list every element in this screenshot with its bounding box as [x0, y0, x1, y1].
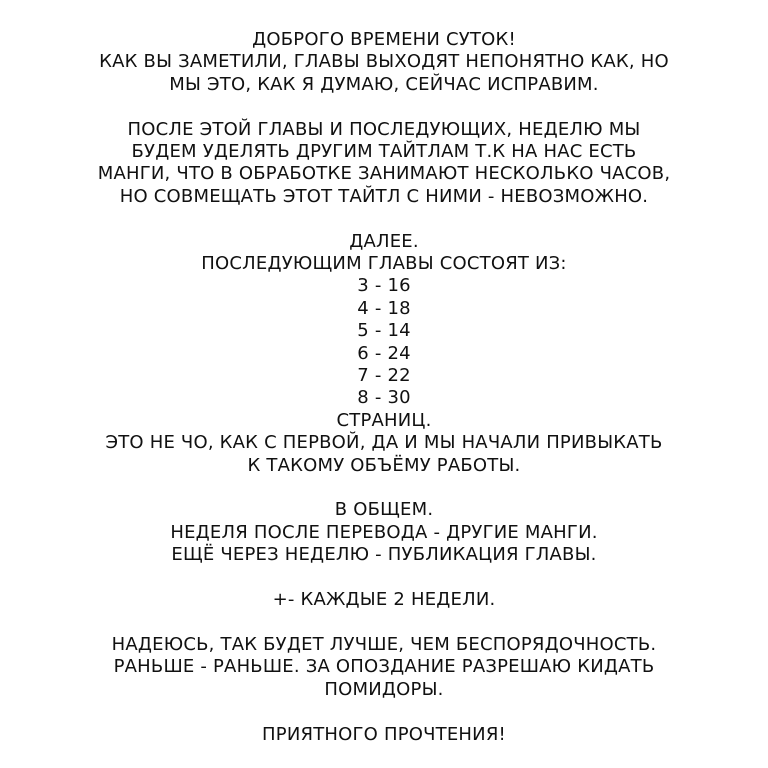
chapter-page-count: 4 - 18: [357, 297, 411, 319]
schedule-notice-line: МАНГИ, ЧТО В ОБРАБОТКЕ ЗАНИМАЮТ НЕСКОЛЬКО ЧАСОВ,: [97, 163, 671, 185]
chapter-page-count: 7 - 22: [357, 365, 411, 387]
comparison-line: ЭТО НЕ ЧО, КАК С ПЕРВОЙ, ДА И МЫ НАЧАЛИ ПРИВЫКАТЬ: [105, 432, 663, 454]
summary-line: ЕЩЁ ЧЕРЕЗ НЕДЕЛЮ - ПУБЛИКАЦИЯ ГЛАВЫ.: [171, 544, 597, 566]
chapter-page-count: 3 - 16: [357, 275, 411, 297]
paragraph-gap: [0, 567, 768, 589]
summary-line: НЕДЕЛЯ ПОСЛЕ ПЕРЕВОДА - ДРУГИЕ МАНГИ.: [170, 521, 598, 543]
schedule-notice-line: БУДЕМ УДЕЛЯТЬ ДРУГИМ ТАЙТЛАМ Т.К НА НАС ЕСТЬ: [131, 141, 637, 163]
paragraph-gap: [0, 612, 768, 634]
translator-note: [0, 29, 768, 746]
intro-line: КАК ВЫ ЗАМЕТИЛИ, ГЛАВЫ ВЫХОДЯТ НЕПОНЯТНО КАК, НО: [99, 51, 669, 73]
chapters-intro-line: ПОСЛЕДУЮЩИМ ГЛАВЫ СОСТОЯТ ИЗ:: [201, 253, 567, 275]
paragraph-gap: [0, 477, 768, 499]
chapters-intro-line: ДАЛЕЕ.: [349, 230, 419, 252]
paragraph-gap: [0, 96, 768, 118]
chapter-page-count: 6 - 24: [357, 342, 411, 364]
schedule-notice-line: ПОСЛЕ ЭТОЙ ГЛАВЫ И ПОСЛЕДУЮЩИХ, НЕДЕЛЮ МЫ: [127, 118, 641, 140]
closing-line: ПОМИДОРЫ.: [324, 678, 444, 700]
comparison-line: К ТАКОМУ ОБЪЁМУ РАБОТЫ.: [247, 454, 521, 476]
schedule-notice-line: НО СОВМЕЩАТЬ ЭТОТ ТАЙТЛ С НИМИ - НЕВОЗМОЖНО.: [119, 185, 649, 207]
frequency-line: +- КАЖДЫЕ 2 НЕДЕЛИ.: [272, 589, 496, 611]
closing-line: НАДЕЮСЬ, ТАК БУДЕТ ЛУЧШЕ, ЧЕМ БЕСПОРЯДОЧНОСТЬ.: [111, 633, 657, 655]
chapter-page-count: 5 - 14: [357, 320, 411, 342]
farewell-line: ПРИЯТНОГО ПРОЧТЕНИЯ!: [262, 723, 506, 745]
greeting-line: ДОБРОГО ВРЕМЕНИ СУТОК!: [252, 29, 516, 50]
paragraph-gap: [0, 701, 768, 723]
pages-word-line: СТРАНИЦ.: [336, 409, 432, 431]
summary-line: В ОБЩЕМ.: [334, 499, 434, 521]
intro-line: МЫ ЭТО, КАК Я ДУМАЮ, СЕЙЧАС ИСПРАВИМ.: [169, 73, 599, 95]
paragraph-gap: [0, 208, 768, 230]
chapter-page-count: 8 - 30: [357, 387, 411, 409]
closing-line: РАНЬШЕ - РАНЬШЕ. ЗА ОПОЗДАНИЕ РАЗРЕШАЮ КИДАТЬ: [113, 656, 655, 678]
